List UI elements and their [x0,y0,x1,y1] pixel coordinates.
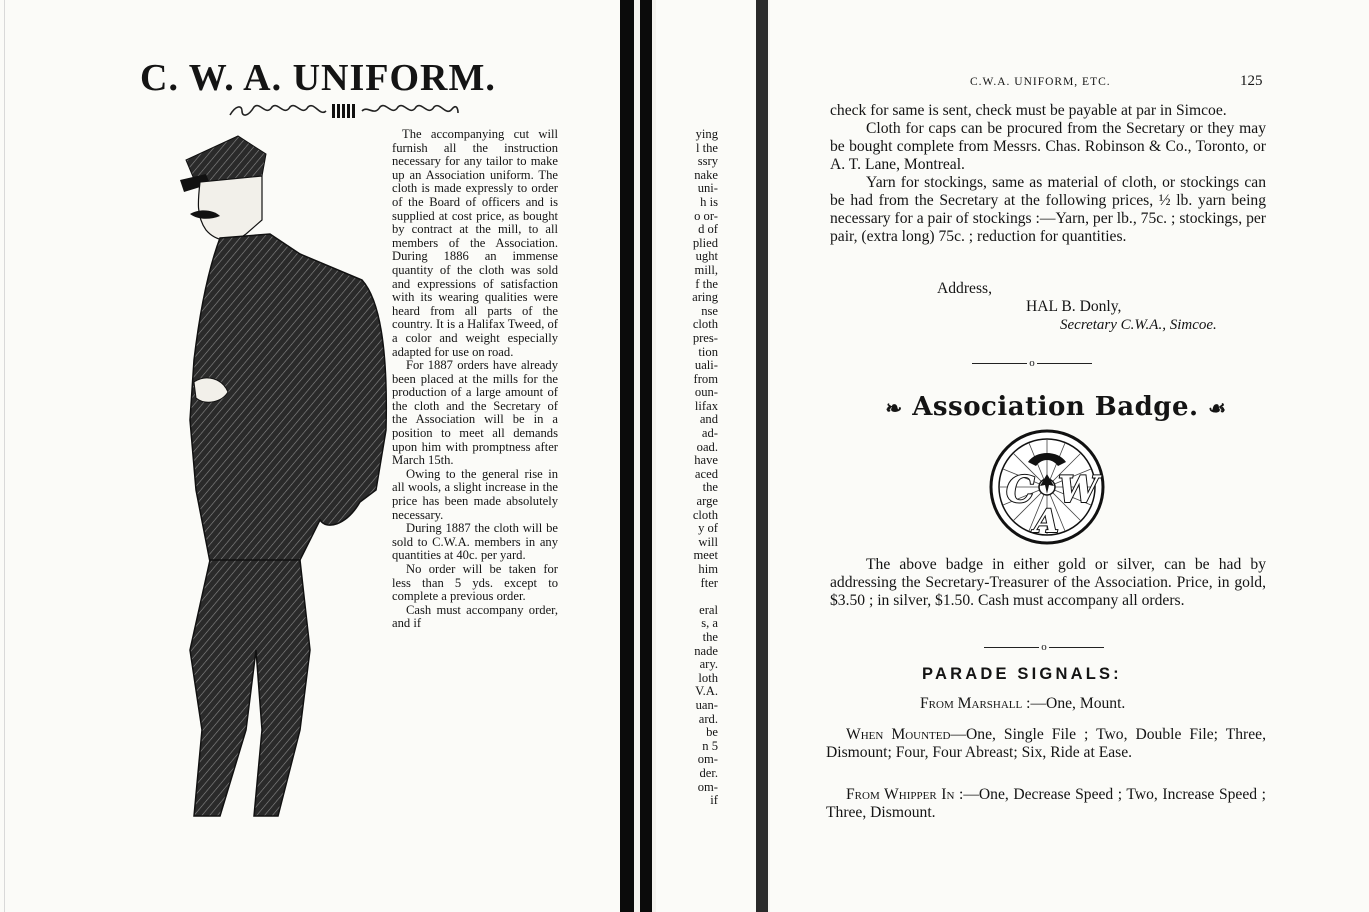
title-ornament [228,102,460,120]
signal-label: When Mounted [846,726,951,743]
association-badge [988,428,1106,546]
cut-off-line: loth [698,671,718,685]
cut-off-line: cloth [692,318,718,332]
paragraph: The accompanying cut will furnish all the instruction necessary for any tailor to make up an Association uniform. The cloth is made expressly to order of the Board of officers and is supplied at cost price, as bought by contract at the mill, to all members of the Association. During 1886 an immense quantity of the cloth was sold and expressions of satisfaction with its wearing qualities were heard from all parts of the country. It is a Halifax Tweed, of a color and weight especially adapted for use on road. [392,127,558,359]
cut-off-line: the [702,481,718,495]
marshall-signals [920,695,1125,713]
leaf-ornament-icon: ☙ [1208,396,1227,420]
cut-off-line: nse [701,304,718,318]
cut-off-line: plied [692,236,718,250]
binding-gutter [640,0,652,912]
uniform-illustration [150,130,390,820]
badge-heading-text: Association Badge. [912,392,1199,422]
cut-off-line: h is [700,195,718,209]
cut-off-line: oun- [694,386,718,400]
cut-off-line: nake [694,168,718,182]
uniform-continued-text [830,102,1266,246]
cut-off-line: ary. [699,658,718,672]
cut-off-line: the [702,630,718,644]
page-title: C. W. A. UNIFORM. [140,57,496,99]
paragraph: Yarn for stockings, same as material of cloth, or stockings can be had from the Secretary at the following prices, ½ lb. yarn being necessary for a pair of stockings :—Yarn, per lb., 75c. ; stockings, per pair, (extra long) 75c. ; reduction for quantities. [830,174,1266,245]
paragraph: During 1887 the cloth will be sold to C.W.A. members in any quantities at 40c. per yard. [392,521,558,563]
cut-off-text-column [656,128,718,808]
left-page [0,0,629,912]
paragraph: Cash must accompany order, and if [392,602,558,631]
running-head: C.W.A. UNIFORM, ETC. [970,76,1111,88]
signal-text: :—One, Decrease Speed ; Two, Increase Speed ; Three, Dismount. [826,786,1266,821]
cut-off-line: lifax [694,399,718,413]
cut-off-line: from [693,372,718,386]
address-title: Secretary C.W.A., Simcoe. [1060,317,1217,333]
paragraph: The above badge in either gold or silver, can be had by addressing the Secretary-Treasurer of the Association. Price, in gold, $3.50 ; in silver, $1.50. Cash must accompany all orders. [830,556,1266,609]
cut-off-line: o or- [694,209,718,223]
cut-off-line: uan- [695,698,718,712]
section-separator [984,640,1104,654]
cut-off-line: will [698,535,718,549]
cut-off-line: be [706,726,718,740]
binding-gutter [620,0,634,912]
cut-off-line: him [698,563,718,576]
paragraph: For 1887 orders have already been placed at the mills for the production of a large amount of the cloth and the Secretary of the Association will be in a position to meet all demands upon him with promptness after March 15th. [392,358,558,468]
cut-off-page-strip [656,0,766,912]
cut-off-line: fter [700,576,718,590]
signal-label: From Whipper In [846,786,955,803]
cut-off-line: om- [697,753,718,767]
cut-off-line: aced [694,467,718,481]
paragraph [826,726,1266,762]
cut-off-line: ught [695,250,718,264]
page-edge [4,0,5,912]
cut-off-line: y of [698,522,718,536]
cut-off-line: uni- [697,182,718,196]
cut-off-line: f the [695,277,718,291]
cut-off-line: meet [693,549,718,563]
cut-off-line: if [710,794,718,808]
cut-off-line: have [694,454,718,468]
cut-off-line: l the [695,141,718,155]
section-separator [972,356,1092,370]
cut-off-line: nade [694,644,718,658]
right-page [770,0,1369,912]
cut-off-line: s, a [701,617,718,631]
cut-off-line: pres- [692,331,718,345]
leaf-ornament-icon: ❧ [885,396,903,420]
cut-off-line: ad- [701,427,718,441]
badge-text [830,556,1266,610]
mounted-signals [826,726,1266,762]
badge-heading [866,392,1246,422]
cut-off-line: n 5 [702,739,718,753]
cut-off-line: uali- [694,359,718,373]
paragraph: Cloth for caps can be procured from the Secretary or they may be bought complete from Messrs. Chas. Robinson & Co., Toronto, or A. T. Lane, Montreal. [830,120,1266,173]
cut-off-line: ying [695,128,718,141]
binding-gutter [756,0,768,912]
paragraph: No order will be taken for less than 5 yds. except to complete a previous order. [392,562,558,604]
cut-off-line: tion [698,345,718,359]
cut-off-line: d of [698,223,718,237]
signal-label: From Marshall [920,695,1023,712]
badge-letter-c: C [1006,469,1035,511]
badge-letter-w: W [1058,469,1099,511]
cut-off-line: ard. [698,712,718,726]
cut-off-line: mill, [694,263,718,277]
signal-text: :—One, Mount. [1022,695,1126,712]
whipper-signals [826,786,1266,822]
uniform-article-text [392,128,558,631]
signal-text: —One, Single File ; Two, Double File; Three, Dismount; Four, Four Abreast; Six, Ride at Ease. [826,726,1266,761]
cut-off-line: ssry [697,155,718,169]
paragraph: Owing to the general rise in all wools, a slight increase in the price has been made absolutely necessary. [392,466,558,522]
cut-off-line: oad. [696,440,718,454]
separator-mark: o [1041,641,1047,653]
cut-off-line: om- [697,780,718,794]
cut-off-line: and [699,413,718,427]
cut-off-line: aring [692,291,718,305]
address-name: HAL B. Donly, [1026,298,1122,315]
cut-off-line: arge [696,495,718,509]
signals-heading: PARADE SIGNALS: [922,665,1122,683]
cut-off-line [656,590,718,604]
page-number: 125 [1240,73,1263,89]
cut-off-line: cloth [692,508,718,522]
badge-letter-a: A [1034,502,1059,540]
address-label: Address, [937,280,993,297]
paragraph: check for same is sent, check must be payable at par in Simcoe. [830,102,1227,119]
paragraph [826,786,1266,822]
cut-off-line: eral [699,603,718,617]
cut-off-line: V.A. [695,685,718,699]
cut-off-line: der. [699,766,718,780]
separator-mark: o [1029,357,1035,369]
